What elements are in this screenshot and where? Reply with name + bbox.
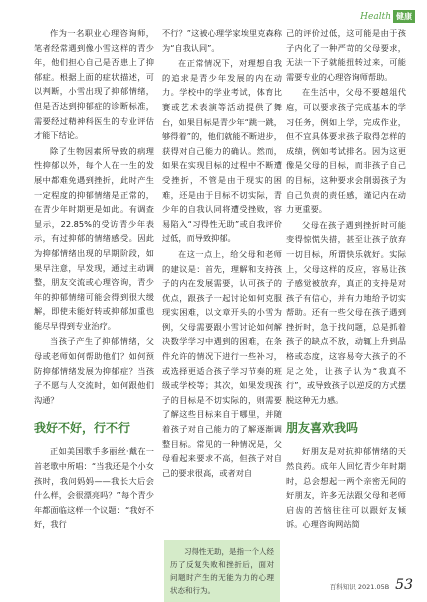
- paragraph: 好朋友是对抗抑郁情绪的天然良药。成年人回忆青少年时期时，总会想起一两个亲密无间的好朋友，许多无法跟父母和老师启齿的苦恼往往可以跟好友倾诉。心理咨询网站简: [286, 446, 406, 530]
- section-title-en: Health: [360, 11, 391, 22]
- page-number: 53: [395, 577, 413, 593]
- paragraph: 不行？”这被心理学家埃里克森称为“自我认同”。: [162, 28, 282, 53]
- section-header: [360, 10, 415, 23]
- paragraph: 在这一点上，给父母和老师的建议是：首先，理解和支持孩子的内在发展需要，认可孩子的优点，跟孩子一起讨论如何克服现实困难，以文章开头的小雪为例，父母需要跟小雪讨论如何解决数学学习中遇到的困难，在条件允许的情况下进行一些补习，或选择更适合孩子学习节奏的班级或学校等；其次，如果发现孩子的目标是不切实际的，则需要了解这些目标来自于哪里，并随着孩子对自己能力的了解逐渐调整目标。常见的一种情况是，父母看起来要求不高，但孩子对自己的要求很高，或者对自: [162, 248, 282, 478]
- paragraph: 在正常情况下，对理想自我的追求是青少年发展的内在动力。学校中的学业考试，体育比赛或艺术表演等活动提供了舞台，如果目标是青少年“跳一跳，够得着”的，他们就能不断进步，获得对自己能力的确认。然而，如果在实现目标的过程中不断遭受挫折，不管是由于现实的困难，还是由于目标不切实际，青少年的自我认同将遭受挫败，容易陷入“习得性无助”或自我评价过低，而导致抑郁。: [162, 58, 282, 244]
- pull-quote-box: [164, 540, 280, 602]
- paragraph: 正如美国歌手多丽丝·戴在一首老歌中所唱：“当我还是个小女孩时，我问妈妈——我长大后会什么样，会很漂亮吗？”每个青少年都面临这样一个议题：“我好不好，我行: [34, 446, 154, 530]
- section-heading: 我好不好，行不行: [34, 421, 131, 436]
- pull-quote-text: 习得性无助，是指一个人经历了反复失败和挫折后，面对问题时产生的无能为力的心理状态和行为。: [170, 547, 274, 595]
- section-title-cn: 健康: [393, 10, 415, 23]
- paragraph: 在生活中，父母不要越俎代庖，可以要求孩子完成基本的学习任务，例如上学，完成作业，但不宜具体要求孩子取得怎样的成绩，例如考试排名。因为这更像是父母的目标，而非孩子自己的目标，这种要求会削弱孩子为自己负责的责任感，谨记内在动力更重要。: [286, 87, 406, 215]
- column-1: [34, 26, 154, 533]
- paragraph: 除了生物因素所导致的病理性抑郁以外，每个人在一生的发展中都难免遇到挫折，此时产生一定程度的抑郁情绪是正常的，在青少年时期更是如此。有调查显示，22.85%的受访青少年表示，有过抑郁的情绪感受。因此为抑郁情绪出现的早期阶段，如果早注意，早发现，通过主动调整，朋友交流或心理咨询，青少年的抑郁情绪可能会得到很大缓解，即使未能好转或抑郁加重也能尽早得到专业治疗。: [34, 145, 154, 331]
- column-3: [286, 26, 406, 533]
- paragraph: 己的评价过低，这可能是由于孩子内化了一种严苛的父母要求，无法一下子就能扭转过来，可能需要专业的心理咨询师帮助。: [286, 28, 406, 82]
- paragraph: 作为一名职业心理咨询师，笔者经常遇到像小雪这样的青少年，他们担心自己是否患上了抑郁症。根据上面的症状描述，可以判断，小雪出现了抑郁情绪，但是否达到抑郁症的诊断标准，需要经过精神科医生的专业评估才能下结论。: [34, 28, 154, 141]
- column-2: [162, 26, 282, 481]
- paragraph: 父母在孩子遇到挫折时可能变得惊慌失措，甚至让孩子放弃一切目标，所谓快乐就好。实际上，父母这样的反应，容易让孩子感觉被放弃，真正的支持是对孩子有信心，并有力地给予切实帮助。还有一些父母在孩子遇到挫折时，急于找问题，总是抓着孩子的缺点不放，动辄上升到品格或态度，这容易夸大孩子的不足之处，让孩子认为“我真不行”，或导致孩子以逆反的方式摆脱这种无力感。: [286, 219, 406, 405]
- page-footer: [330, 577, 413, 593]
- paragraph: 当孩子产生了抑郁情绪，父母或老师如何帮助他们？如何预防抑郁情绪发展为抑郁症？当孩子不愿与人交流时，如何跟他们沟通？: [34, 336, 154, 405]
- section-heading: 朋友喜欢我吗: [286, 421, 359, 436]
- issue-source: 百科知识 2021.05B: [329, 583, 390, 591]
